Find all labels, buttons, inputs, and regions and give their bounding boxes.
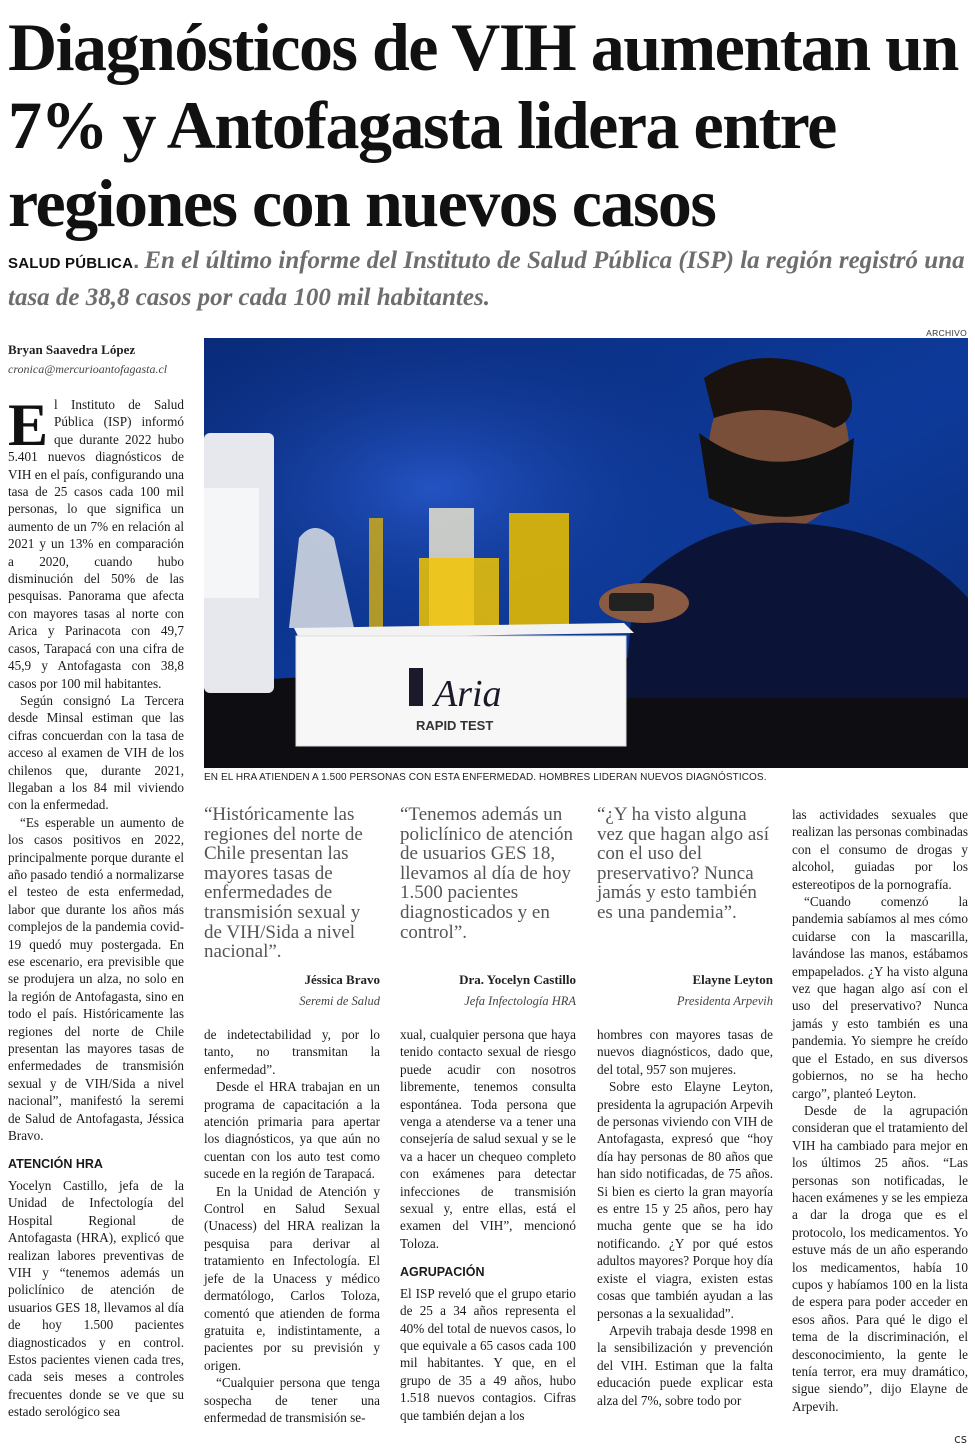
column-2 [204, 1026, 380, 1426]
paragraph: las actividades sexuales que realizan las personas combinadas con el consumo de drogas y alcohol, guiadas por los estereotipos de la pornografía. [792, 807, 968, 892]
quote-attribution-bravo [204, 972, 380, 1009]
section-heading-atencion: ATENCIÓN HRA [8, 1157, 103, 1172]
paragraph: Sobre esto Elayne Leyton, presidenta la agrupación Arpevih de personas viviendo con VIH de Antofagasta, expresó que “hoy día hay personas de 80 años que han sido notificadas, de 75 años. Si bien es cierto la gran mayoría es entre 15 y 25 años, pero hay mucha gente que se ha ido notificando. ¿Y por qué estos adultos mayores? Porque hoy día existe el viagra, existen estas cosas que también ayudan a las personas a la sexualidad”. [597, 1079, 773, 1321]
deck: En el último informe del Instituto de Salud Pública (ISP) la región registró una tasa de 38,8 casos por cada 100 mil habitantes. [8, 247, 965, 311]
quote-author-role: Jefa Infectología HRA [464, 994, 576, 1008]
pull-quote-leyton: “¿Y ha visto alguna vez que hagan algo así con el uso del preservativo? Nunca jamás y esto también es una pandemia”. [597, 804, 769, 923]
author-name: Bryan Saavedra López [8, 342, 136, 357]
paragraph: En la Unidad de Atención y Control en Salud Sexual (Unacess) del HRA realizan la pesquisa para derivar al tratamiento en Infectología. El jefe de la Unacess y médico dermatólogo, Carlos Toloza, comentó que atienden de forma gratuita e, indistintamente, a pacientes por su previsión y origen. [204, 1183, 380, 1373]
box-brand: Aria [434, 673, 502, 715]
column-4 [597, 1026, 773, 1409]
drop-cap: E [8, 392, 49, 458]
photo-caption: EN EL HRA ATIENDEN A 1.500 PERSONAS CON ESTA ENFERMEDAD. HOMBRES LIDERAN NUEVOS DIAGNÓSTICOS. [204, 772, 767, 783]
paragraph: Yocelyn Castillo, jefa de la Unidad de Infectología del Hospital Regional de Antofagasta (HRA), explicó que realizan labores preventivas de VIH y “tenemos además un policlínico de atención de usuarios GES 18, llevamos al día de hoy 1.500 pacientes diagnosticados y en control. Estos pacientes vienen cada tres, cada seis meses a controles frecuentes donde se ve que su estado serológico sea [8, 1177, 184, 1420]
photo-credit: ARCHIVO [926, 328, 967, 338]
quote-attribution-castillo [400, 972, 576, 1009]
paragraph: “Cualquier persona que tenga sospecha de tener una enfermedad de transmisión se- [204, 1375, 380, 1425]
paragraph: El ISP reveló que el grupo etario de 25 a 34 años representa el 40% del total de nuevos casos, lo que equivale a 65 casos cada 100 mil habitantes. Y que, en el grupo de 35 a 49 años, hubo 1.518 nuevos contagios. Cifras que también dejan a los [400, 1285, 576, 1423]
kicker-dot: . [133, 248, 140, 273]
kicker-deck [8, 244, 968, 317]
column-1 [8, 392, 184, 1421]
pull-quote-castillo: “Tenemos además un policlínico de atención de usuarios GES 18, llevamos al día de hoy 1.500 pacientes diagnosticados y en control”. [400, 804, 574, 943]
quote-author-name: Dra. Yocelyn Castillo [459, 972, 576, 987]
paragraph: Desde el HRA trabajan en un programa de capacitación a la atención primaria para apertar los diagnósticos, ya que aún no cuentan con los auto test como sucede en la región de Tarapacá. [204, 1079, 380, 1182]
box-label: RAPID TEST [416, 718, 494, 733]
lead-text: l Instituto de Salud Pública (ISP) informó que durante 2022 hubo 5.401 nuevos diagnósticos de VIH en el país, configurando una tasa de 25 casos cada 100 mil personas, lo que significa un aumento de un 7% en relación al 2021 y un 13% en comparación a 2020, cuando hubo disminución del 50% de las pesquisas. Panorama que afecta con mayores tasas al norte con Arica y Parinacota con 49,7 casos, Tarapacá con una cifra de 45,9 y Antofagasta con 38,8 casos por 100 mil habitantes. [8, 397, 184, 691]
headline: Diagnósticos de VIH aumentan un 7% y Antofagasta lidera entre regiones con nuevos casos [8, 9, 958, 241]
photo-illustration [204, 338, 968, 768]
paragraph: de indetectabilidad y, por lo tanto, no transmitan la enfermedad”. [204, 1027, 380, 1077]
paragraph: Según consignó La Tercera desde Minsal estiman que las cifras concuerdan con la tasa de acceso al examen de VIH de los chilenos que, durante 2021, llegaban a los 84 mil viviendo con la enfermedad. [8, 692, 184, 813]
quote-author-role: Seremi de Salud [299, 994, 380, 1008]
paragraph [8, 392, 184, 692]
column-5 [792, 806, 968, 1415]
section-heading-agrupacion: AGRUPACIÓN [400, 1265, 485, 1280]
paragraph: Desde de la agrupación consideran que el tratamiento del VIH ha cambiado para mejor en los últimos 25 años. “Las personas son notificadas, le hacen exámenes y se les empieza a dar la droga que es el protocolo, los medicamentos. Yo estuve más de un año esperando los medicamentos, había 10 cupos y habíamos 100 en la lista de espera para poder acceder en esos años. Para qué le digo el tema de la discriminación, el desconocimiento, la gente le tenía terror, era muy dramático, sigue siendo”, dijo Elayne de Arpevih. [792, 1102, 968, 1414]
paragraph: “Cuando comenzó la pandemia sabíamos al mes cómo cuidarse con la mascarilla, lavándose las manos, estábamos empapelados. ¿Y ha visto alguna vez que hagan algo así con el uso del preservativo? Nunca jamás y esto también es una pandemia. Yo siempre he creído que el Estado, en sus diversos gobiernos, no se ha hecho cargo”, planteó Leyton. [792, 894, 968, 1101]
byline [8, 342, 198, 377]
quote-author-name: Elayne Leyton [692, 972, 773, 987]
author-email: cronica@mercurioantofagasta.cl [8, 362, 168, 376]
quote-author-name: Jéssica Bravo [304, 972, 380, 987]
pull-quote-bravo: “Históricamente las regiones del norte de Chile presentan las mayores tasas de enfermedades de transmisión sexual y de VIH/Sida a nivel nacional”. [204, 804, 363, 963]
quote-author-role: Presidenta Arpevih [676, 994, 773, 1008]
paragraph: “Es esperable un aumento de los casos positivos en 2022, principalmente porque durante el año pasado tendió a normalizarse el testeo de esta enfermedad, labor que durante los años más complejos de la pandemia covid-19 quedó muy postergada. En ese escenario, era previsible que se produjera un alza, no solo en la región de Antofagasta, sino en todo el país. Históricamente las regiones del norte de Chile presentan las mayores tasas de enfermedades de transmisión sexual y de VIH/Sida a nivel nacional”, manifestó la seremi de Salud de Antofagasta, Jéssica Bravo. [8, 814, 184, 1144]
end-mark-icon: cs [954, 1432, 967, 1446]
column-3 [400, 1026, 576, 1424]
article-photo [204, 338, 968, 768]
paragraph: Arpevih trabaja desde 1998 en la sensibilización y prevención del VIH. Estiman que la falta educación puede explicar esta alza del 7%, sobre todo por [597, 1322, 773, 1408]
paragraph: xual, cualquier persona que haya tenido contacto sexual de riesgo puede acudir con nosotros libremente, tenemos consulta espontánea. Toda persona que venga a atenderse va a tener una consejería de salud sexual y se le va a hacer un chequeo completo con exámenes para detectar infecciones de transmisión sexual y, entre ellas, está el examen del VIH”, mencionó Toloza. [400, 1027, 576, 1251]
section-kicker: SALUD PÚBLICA [8, 255, 134, 272]
paragraph: hombres con mayores tasas de nuevos diagnósticos, dado que, del total, 957 son mujeres. [597, 1027, 773, 1077]
quote-attribution-leyton [597, 972, 773, 1009]
